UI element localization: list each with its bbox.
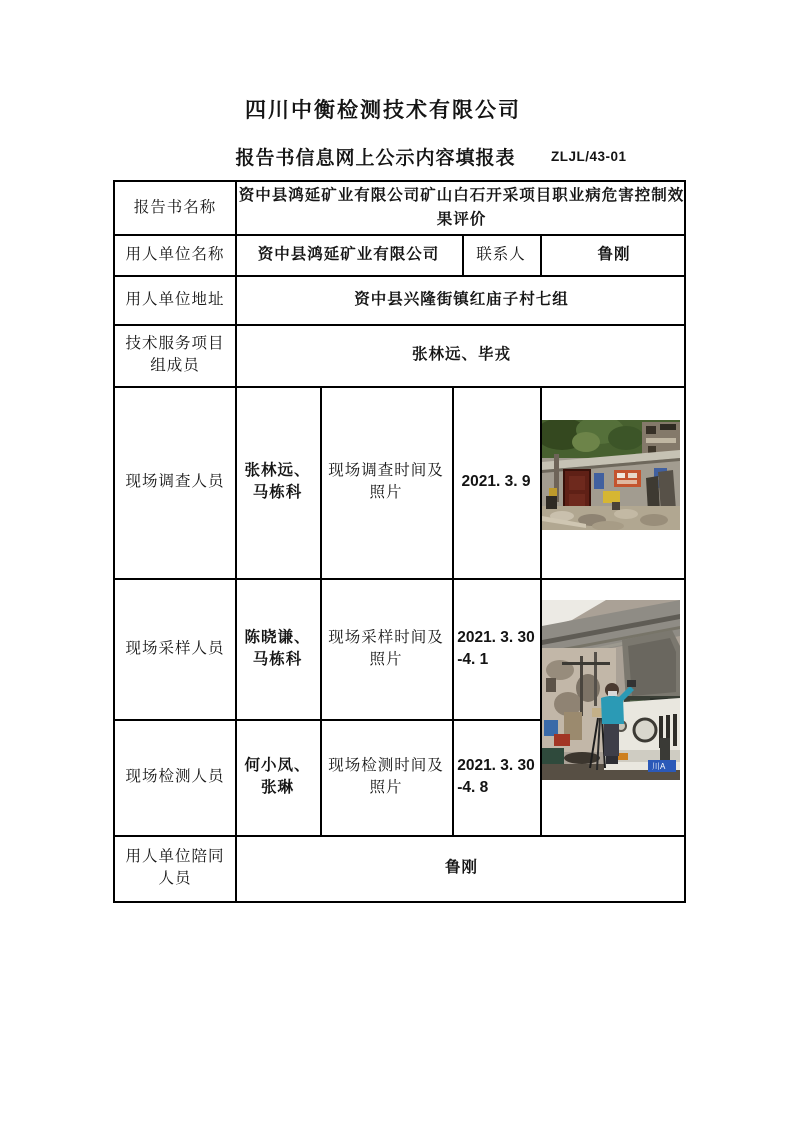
detection-personnel-names: 何小凤、 张琳 <box>244 757 311 796</box>
grid-line-partial <box>115 719 542 721</box>
detection-time-label: 现场检测时间及 照片 <box>328 757 444 796</box>
project-team-label: 技术服务项目 组成员 <box>125 335 225 374</box>
sampling-personnel-label: 现场采样人员 <box>125 639 225 657</box>
grid-line <box>320 386 322 835</box>
report-name-value: 资中县鸿延矿业有限公司矿山白石开采项目职业病危害控制效 果评价 <box>238 187 685 228</box>
grid-line <box>540 386 542 835</box>
license-plate-text: 川A <box>652 762 666 771</box>
form-title: 报告书信息网上公示内容填报表 <box>235 148 516 169</box>
grid-line <box>115 324 684 326</box>
sampling-time-label: 现场采样时间及 照片 <box>328 628 444 668</box>
employer-name-value: 资中县鸿延矿业有限公司 <box>257 245 440 263</box>
grid-line <box>115 234 684 236</box>
survey-personnel-label: 现场调查人员 <box>125 473 225 490</box>
report-info-table <box>113 180 686 903</box>
contact-label: 联系人 <box>476 245 526 263</box>
detection-date: 2021. 3. 30 -4. 8 <box>457 757 535 796</box>
project-team-value: 张林远、毕戎 <box>411 346 511 363</box>
employer-name-label: 用人单位名称 <box>125 245 225 263</box>
grid-line <box>540 234 542 275</box>
survey-time-label: 现场调查时间及 照片 <box>328 462 444 501</box>
sampling-personnel-names: 陈晓谦、 马栋科 <box>244 628 311 668</box>
sampling-date: 2021. 3. 30 -4. 1 <box>457 628 535 668</box>
survey-personnel-names: 张林远、 马栋科 <box>244 462 311 501</box>
accompanying-personnel-value: 鲁刚 <box>444 859 478 876</box>
sampling-inspection-photo <box>542 600 680 780</box>
employer-address-value: 资中县兴隆街镇红庙子村七组 <box>354 290 569 308</box>
site-survey-photo <box>542 420 680 530</box>
grid-line <box>115 386 684 388</box>
grid-line <box>115 578 684 580</box>
survey-date: 2021. 3. 9 <box>461 473 531 490</box>
grid-line <box>115 835 684 837</box>
form-code: ZLJL/43-01 <box>551 149 627 164</box>
report-name-label: 报告书名称 <box>133 199 217 216</box>
employer-address-label: 用人单位地址 <box>125 290 225 308</box>
accompanying-personnel-label: 用人单位陪同 人员 <box>125 848 225 887</box>
grid-line <box>235 182 237 901</box>
detection-personnel-label: 现场检测人员 <box>125 768 225 785</box>
grid-line <box>115 275 684 277</box>
grid-line <box>452 386 454 835</box>
grid-line <box>462 234 464 275</box>
contact-value: 鲁刚 <box>597 245 631 263</box>
company-title: 四川中衡检测技术有限公司 <box>245 99 521 122</box>
